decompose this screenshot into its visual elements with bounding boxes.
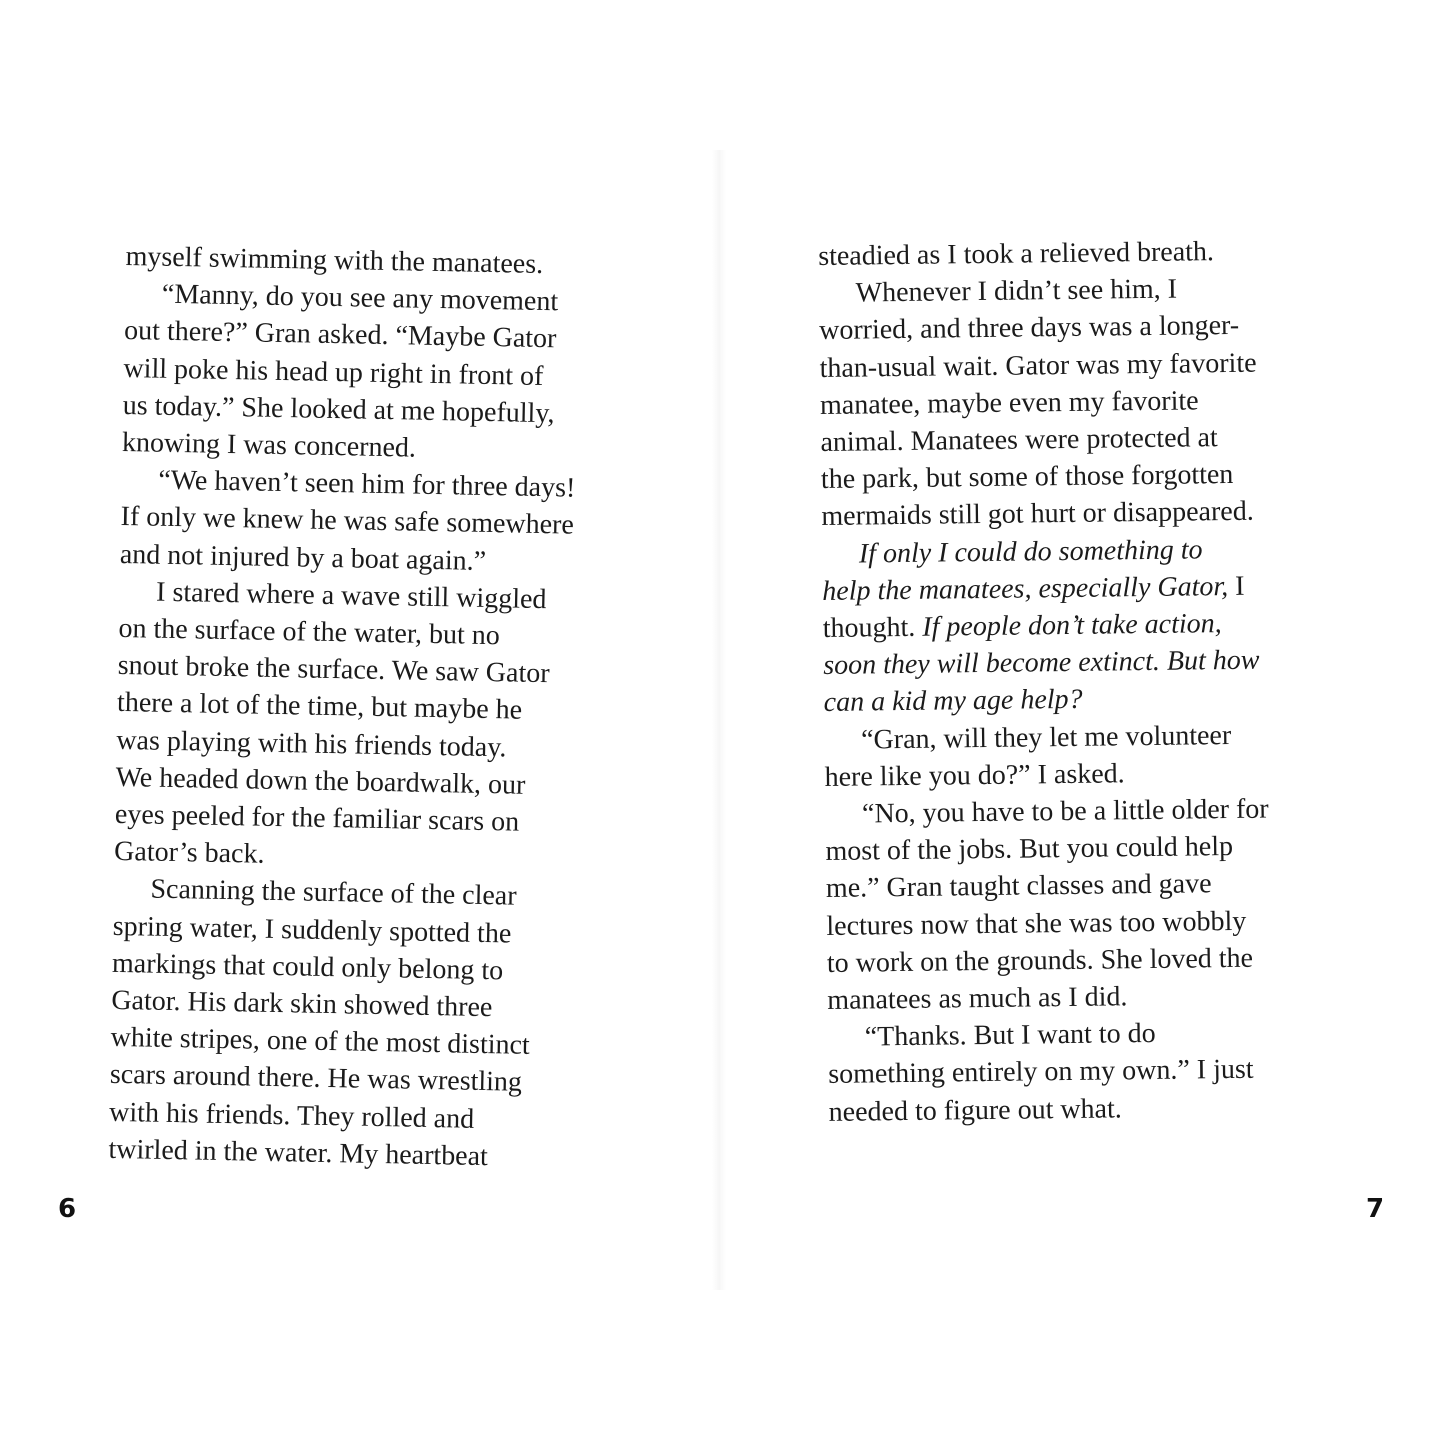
text-line: there a lot of the time, but maybe he — [116, 687, 523, 727]
text-line: than-usual wait. Gator was my favorite — [819, 347, 1257, 384]
text-line: me.” Gran taught classes and gave — [825, 868, 1212, 905]
text-line: We headed down the boardwalk, our — [115, 761, 526, 801]
text-line: “Gran, will they let me volunteer — [860, 719, 1232, 756]
left-page-text — [108, 238, 656, 1178]
italic-text: If people don’t take action, — [915, 608, 1222, 643]
text-line: If only we knew he was safe somewhere — [120, 501, 575, 542]
page-number-right: 7 — [1366, 1194, 1385, 1224]
text-line: worried, and three days was a longer- — [818, 310, 1240, 347]
text-line: and not injured by a boat again.” — [119, 538, 487, 577]
text-line-head: thought. — [822, 611, 916, 645]
text-line: Scanning the surface of the clear — [150, 874, 517, 913]
text-line: “Manny, do you see any movement — [161, 278, 559, 318]
left-page-body — [108, 238, 656, 1178]
text-line: most of the jobs. But you could help — [825, 831, 1234, 868]
text-line: animal. Manatees were protected at — [820, 422, 1218, 458]
text-line: snout broke the surface. We saw Gator — [117, 650, 550, 690]
text-line: lectures now that she was too wobbly — [826, 905, 1247, 942]
right-page-text — [818, 232, 1349, 1131]
text-line: manatees as much as I did. — [827, 981, 1128, 1017]
text-line: “Thanks. But I want to do — [864, 1018, 1156, 1053]
text-line: out there?” Gran asked. “Maybe Gator — [123, 315, 557, 355]
text-line: white stripes, one of the most distinct — [110, 1022, 531, 1062]
text-line: scars around there. He was wrestling — [109, 1059, 523, 1099]
text-line: something entirely on my own.” I just — [828, 1054, 1254, 1091]
text-line: needed to figure out what. — [828, 1093, 1122, 1128]
text-line: knowing I was concerned. — [121, 426, 417, 464]
text-line: eyes peeled for the familiar scars on — [114, 798, 520, 838]
text-line: mermaids still got hurt or disappeared. — [821, 496, 1254, 533]
text-line — [822, 566, 1342, 610]
page-number-left: 6 — [58, 1194, 77, 1224]
text-line: us today.” She looked at me hopefully, — [122, 389, 555, 430]
text-line-tail: I — [1228, 570, 1245, 602]
text-line: here like you do?” I asked. — [824, 758, 1125, 793]
text-line: markings that could only belong to — [111, 947, 504, 987]
text-line: on the surface of the water, but no — [118, 612, 501, 652]
text-line: manatee, maybe even my favorite — [819, 385, 1199, 421]
book-gutter — [712, 150, 726, 1290]
right-page-body — [818, 232, 1349, 1131]
text-line: If only I could do something to — [858, 533, 1203, 570]
text-line: was playing with his friends today. — [116, 724, 507, 764]
text-line: Gator’s back. — [113, 836, 265, 871]
italic-text: help the manatees, especially Gator, — [822, 570, 1229, 607]
text-line — [823, 604, 1343, 648]
text-line: can a kid my age help? — [823, 684, 1083, 719]
text-line: Whenever I didn’t see him, I — [855, 273, 1178, 309]
text-line: “We haven’t seen him for three days! — [158, 464, 576, 504]
text-line: “No, you have to be a little older for — [861, 793, 1269, 830]
text-line: myself swimming with the manatees. — [125, 240, 544, 281]
text-line: spring water, I suddenly spotted the — [112, 910, 512, 950]
text-line: to work on the grounds. She loved the — [826, 942, 1254, 979]
text-line: Gator. His dark skin showed three — [111, 984, 493, 1024]
text-line: will poke his head up right in front of — [123, 352, 544, 392]
text-line: twirled in the water. My heartbeat — [108, 1133, 489, 1172]
text-line: I stared where a wave still wiggled — [155, 576, 547, 615]
text-line: the park, but some of those forgotten — [820, 459, 1234, 496]
text-line: steadied as I took a relieved breath. — [818, 236, 1215, 272]
text-line: with his friends. They rolled and — [108, 1096, 475, 1135]
text-line: soon they will become extinct. But how — [823, 644, 1260, 682]
